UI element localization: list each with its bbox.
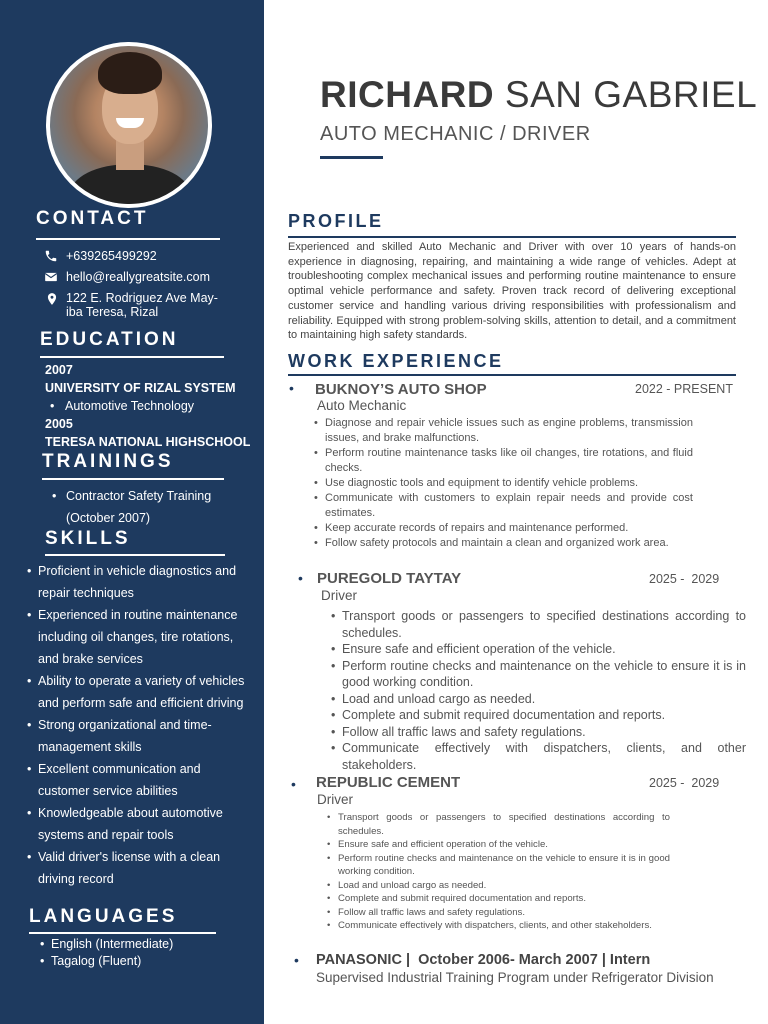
job-bullet: • Load and unload cargo as needed. xyxy=(338,879,670,893)
email-icon xyxy=(44,270,58,284)
job-bullet: • Perform routine maintenance tasks like oil changes, tire rotations, and fluid checks. xyxy=(325,446,693,476)
skill-line: and perform safe and efficient driving xyxy=(38,696,244,710)
job-bullet: • Load and unload cargo as needed. xyxy=(342,691,746,708)
job-bullet: • Ensure safe and efficient operation of the vehicle. xyxy=(342,641,746,658)
skills-list xyxy=(38,560,260,890)
job-bullet: • Follow all traffic laws and safety regulations. xyxy=(338,906,670,920)
name-last: SAN GABRIEL xyxy=(504,74,758,115)
languages-heading: LANGUAGES xyxy=(29,906,178,927)
skill-line: • Strong organizational and time- xyxy=(38,718,212,732)
education-year: 2005 xyxy=(45,417,73,431)
trainings-heading: TRAININGS xyxy=(42,451,174,472)
skill-line: systems and repair tools xyxy=(38,828,174,842)
trainings-rule xyxy=(42,478,224,480)
skill-line: driving record xyxy=(38,872,114,886)
phone-icon xyxy=(44,249,58,263)
profile-heading: PROFILE xyxy=(288,211,384,231)
job-bullet: • Keep accurate records of repairs and maintenance performed. xyxy=(325,521,693,536)
skill-line: repair techniques xyxy=(38,586,134,600)
job-bullet: • Use diagnostic tools and equipment to identify vehicle problems. xyxy=(325,476,693,491)
contact-heading: CONTACT xyxy=(36,208,149,229)
languages-list xyxy=(51,936,173,970)
candidate-name xyxy=(320,74,757,116)
contact-phone[interactable]: +639265499292 xyxy=(66,249,157,263)
job-bullet: • Transport goods or passengers to specified destinations according to schedules. xyxy=(338,811,670,838)
skill-line: customer service abilities xyxy=(38,784,178,798)
training-item: • Contractor Safety Training (October 2007) xyxy=(66,485,211,529)
job-company: REPUBLIC CEMENT xyxy=(316,774,461,791)
skill-line: • Experienced in routine maintenance xyxy=(38,608,238,622)
job-company: PANASONIC | October 2006- March 2007 | Intern xyxy=(316,952,651,968)
education-school: UNIVERSITY OF RIZAL SYSTEM xyxy=(45,381,236,395)
job-bullet: • Diagnose and repair vehicle issues such as engine problems, transmission issues, and brake malfunctions. xyxy=(325,416,693,446)
job-company: PUREGOLD TAYTAY xyxy=(317,570,462,587)
job-bullet: • Complete and submit required documentation and reports. xyxy=(338,892,670,906)
skill-line: including oil changes, tire rotations, xyxy=(38,630,234,644)
skill-line: • Valid driver's license with a clean xyxy=(38,850,221,864)
education-list xyxy=(45,361,260,451)
education-detail: • Automotive Technology xyxy=(50,399,195,413)
job-bullet: • Ensure safe and efficient operation of the vehicle. xyxy=(338,838,670,852)
training-line2: (October 2007) xyxy=(66,511,151,525)
location-pin-icon xyxy=(45,292,59,306)
job-bullet: • Communicate effectively with dispatchers, clients, and other stakeholders. xyxy=(342,740,746,773)
skill-line: • Knowledgeable about automotive xyxy=(38,806,223,820)
skill-item xyxy=(38,846,260,890)
language-item: • English (Intermediate) xyxy=(51,936,173,953)
main-content: RICHARD SAN GABRIEL AUTO MECHANIC / DRIVER PROFILE Experienced and skilled Auto Mechanic and Driver with over 10 years of hands-on experience in diagnosing, repairing, and maintaining a wide range of vehicles. Adept at troubleshooting complex mechanical issues and performing routine maintenance to ensure optimal vehicle performance and safety. Proven track record of delivering exceptional customer service and handling various driving responsibilities with professionalism and reliability. Equipped with strong problem-solving skills, attention to detail, and a commitment to maintaining high safety standards. WORK EXPERIENCE • BUKNOY’S AUTO SHOP 2022 - PRESENT Auto Mechanic • Diagnose and repair vehicle issues such as engine problems, transmission issues, and brake malfunctions. • Perform routine maintenance tasks like oil changes, tire rotations, and fluid checks. • Use diagnostic tools and equipment to identify vehicle problems. • Communicate with customers to explain repair needs and provide cost estimates. • Keep accurate records of repairs and maintenance performed. • Follow safety protocols and maintain a clean and organized work area. • PUREGOLD TAYTAY 2025 - 2029 Driver • Transport goods or passengers to specified destinations according to schedules. • Ensure safe and efficient operation of the vehicle. • Perform routine checks and maintenance on the vehicle to ensure it is in good working condition. • Load and unload cargo as needed. • Complete and submit required documentation and reports. • Follow all traffic laws and safety regulations. • Communicate effectively with dispatchers, clients, and other stakeholders. • REPUBLIC CEMENT 2025 - 2029 Driver • Transport goods or passengers to specified destinations according to schedules. • Ensure safe and efficient operation of the vehicle. • Perform routine checks and maintenance on the vehicle to ensure it is in good working condition. • Load and unload cargo as needed. • Complete and submit required documentation and reports. • Follow all traffic laws and safety regulations. • Communicate effectively with dispatchers, clients, and other stakeholders. • PANASONIC | October 2006- March 2007 | Intern Supervised Industrial Training Program under Refrigerator Division xyxy=(264,0,768,1024)
job-bullets xyxy=(338,811,670,933)
job-bullet: • Perform routine checks and maintenance on the vehicle to ensure it is in good working condition. xyxy=(338,852,670,879)
job-bullet: • Perform routine checks and maintenance on the vehicle to ensure it is in good working condition. xyxy=(342,658,746,691)
work-rule xyxy=(288,374,736,376)
contact-address-line1: 122 E. Rodriguez Ave May- xyxy=(66,291,218,305)
skill-line: and brake services xyxy=(38,652,143,666)
contact-address-line2: iba Teresa, Rizal xyxy=(66,305,159,319)
candidate-role: AUTO MECHANIC / DRIVER xyxy=(320,123,591,145)
work-heading: WORK EXPERIENCE xyxy=(288,351,504,371)
job-bullet: • Communicate effectively with dispatchers, clients, and other stakeholders. xyxy=(338,919,670,933)
training-line1: Contractor Safety Training xyxy=(66,489,212,503)
education-school: TERESA NATIONAL HIGHSCHOOL xyxy=(45,435,251,449)
language-item: • Tagalog (Fluent) xyxy=(51,953,173,970)
skill-line: • Ability to operate a variety of vehicles xyxy=(38,674,245,688)
job-bullet: • Follow all traffic laws and safety regulations. xyxy=(342,724,746,741)
skills-rule xyxy=(45,554,225,556)
skill-item xyxy=(38,802,260,846)
job-dates: 2022 - PRESENT xyxy=(635,382,733,396)
job-bullet: • Transport goods or passengers to specified destinations according to schedules. xyxy=(342,608,746,641)
profile-text: Experienced and skilled Auto Mechanic and Driver with over 10 years of hands-on experience in diagnosing, repairing, and maintaining a wide range of vehicles. Adept at troubleshooting complex mechanical issues and performing routine maintenance to ensure optimal vehicle performance and safety. Proven track record of delivering exceptional customer service and handling various driving responsibilities with professionalism and reliability. Equipped with strong problem-solving skills, attention to detail, and a commitment to maintaining high safety standards. xyxy=(288,241,736,342)
job-dates: 2025 - 2029 xyxy=(649,776,720,790)
job-title: Driver xyxy=(321,588,357,603)
skills-heading: SKILLS xyxy=(45,528,131,549)
job-dates: 2025 - 2029 xyxy=(649,572,720,586)
sidebar xyxy=(0,0,264,1024)
job-bullets xyxy=(325,416,693,551)
education-year: 2007 xyxy=(45,363,73,377)
photo-shirt xyxy=(70,164,190,208)
skill-item xyxy=(38,714,260,758)
skill-item xyxy=(38,758,260,802)
job-company: BUKNOY’S AUTO SHOP xyxy=(315,381,487,398)
name-first: RICHARD xyxy=(320,74,495,115)
job-bullet: • Follow safety protocols and maintain a clean and organized work area. xyxy=(325,536,693,551)
job-title: Supervised Industrial Training Program under Refrigerator Division xyxy=(316,970,714,985)
job-bullet: • Communicate with customers to explain repair needs and provide cost estimates. xyxy=(325,491,693,521)
contact-rule xyxy=(36,238,220,240)
education-heading: EDUCATION xyxy=(40,329,179,350)
job-bullet: • Complete and submit required documentation and reports. xyxy=(342,707,746,724)
job-title: Driver xyxy=(317,792,353,807)
skill-line: • Proficient in vehicle diagnostics and xyxy=(38,564,237,578)
profile-photo xyxy=(46,42,212,208)
job-bullets xyxy=(342,608,746,773)
skill-item xyxy=(38,670,260,714)
education-rule xyxy=(40,356,224,358)
languages-rule xyxy=(29,932,216,934)
skill-line: management skills xyxy=(38,740,142,754)
education-detail-text: Automotive Technology xyxy=(65,399,195,413)
contact-email[interactable]: hello@reallygreatsite.com xyxy=(66,270,211,284)
skill-item xyxy=(38,560,260,604)
skill-line: • Excellent communication and xyxy=(38,762,201,776)
title-underline xyxy=(320,156,383,159)
job-title: Auto Mechanic xyxy=(317,398,407,413)
photo-hair xyxy=(98,52,162,94)
contact-address xyxy=(66,291,218,319)
photo-neck xyxy=(116,140,144,170)
profile-rule xyxy=(288,236,736,238)
skill-item xyxy=(38,604,260,670)
